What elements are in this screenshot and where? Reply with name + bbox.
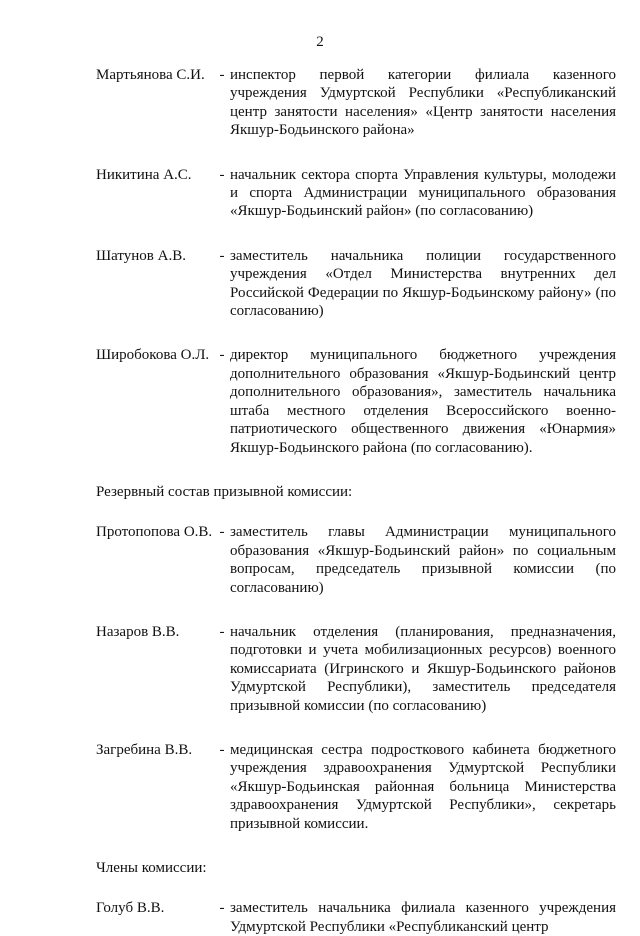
person-name: Протопопова О.В. [96, 524, 213, 541]
person-position: инспектор первой категории филиала казенного учреждения Удмуртской Республики «Республиканский центр занятости населения» «Центр занятости населения Якшур-Бодьинского района» [230, 67, 616, 139]
commission-entry [96, 166, 616, 221]
entry-dash: - [219, 247, 225, 264]
entry-dash: - [219, 900, 225, 917]
entry-dash: - [219, 623, 225, 640]
person-name: Мартьянова С.И. [96, 67, 205, 83]
commission-entry [96, 66, 616, 140]
entry-dash: - [219, 524, 225, 541]
person-name: Никитина А.С. [96, 166, 192, 183]
entry-dash: - [219, 166, 225, 183]
entry-dash: - [219, 347, 225, 364]
person-name: Широбокова О.Л. [96, 347, 210, 364]
commission-entry [96, 346, 616, 456]
document-body [96, 66, 616, 936]
entry-dash: - [219, 67, 225, 83]
person-position: начальник сектора спорта Управления культуры, молодежи и спорта Администрации муниципального образования «Якшур-Бодьинский район» (по согласованию) [230, 166, 616, 220]
commission-entry [96, 523, 616, 597]
person-name: Загребина В.В. [96, 741, 193, 758]
commission-entry [96, 623, 616, 715]
person-name: Назаров В.В. [96, 623, 180, 640]
person-position: начальник отделения (планирования, предназначения, подготовки и учета мобилизационных ресурсов) военного комиссариата (Игринского и Якшур-Бодьинского районов Удмуртской Республики), заместитель председателя призывной комиссии (по согласованию) [230, 623, 616, 714]
person-position: директор муниципального бюджетного учреждения дополнительного образования «Якшур-Бодьинский центр дополнительного образования», заместитель начальника штаба местного отделения Всероссийского военно-патриотического общественного движения «Юнармия» Якшур-Бодьинского района (по согласованию). [230, 347, 616, 456]
person-position: медицинская сестра подросткового кабинета бюджетного учреждения здравоохранения Удмуртской Республики «Якшур-Бодьинская районная больница Министерства здравоохранения Удмуртской Республики», секретарь призывной комиссии. [230, 741, 616, 832]
commission-entry [96, 741, 616, 833]
reserve-heading: Резервный состав призывной комиссии: [96, 483, 353, 500]
person-name: Голуб В.В. [96, 900, 165, 917]
person-position: заместитель начальника полиции государственного учреждения «Отдел Министерства внутренних дел Российской Федерации по Якшур-Бодьинскому району» (по согласованию) [230, 247, 616, 320]
members-heading: Члены комиссии: [96, 860, 207, 876]
person-name: Шатунов А.В. [96, 247, 186, 264]
entry-dash: - [219, 741, 225, 758]
page-number: 2 [316, 34, 324, 50]
commission-entry [96, 247, 616, 321]
person-position: заместитель начальника филиала казенного учреждения Удмуртской Республики «Республиканский центр [230, 900, 616, 935]
person-position: заместитель главы Администрации муниципального образования «Якшур-Бодьинский район» по социальным вопросам, председатель призывной комиссии (по согласованию) [230, 524, 616, 596]
